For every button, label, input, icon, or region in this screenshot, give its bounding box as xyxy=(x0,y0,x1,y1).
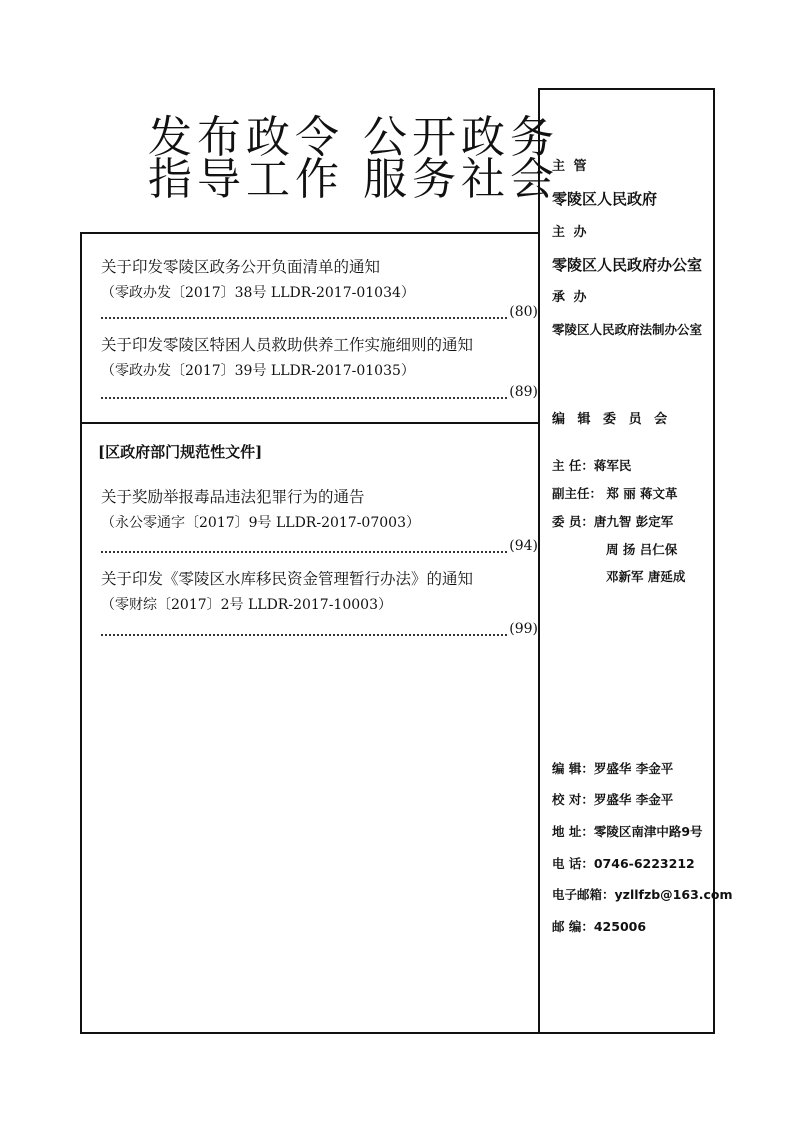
leader-dots xyxy=(101,307,507,319)
toc-item-page: (89) xyxy=(509,384,538,400)
contact-postcode xyxy=(552,921,646,934)
toc-item-code: （零政办发〔2017〕39号 LLDR-2017-01035） xyxy=(101,363,415,379)
sponsor-label: 主 办 xyxy=(552,225,589,240)
frame-right-box-top xyxy=(538,88,715,90)
contact-value: 0746-6223212 xyxy=(593,856,695,871)
sponsor-value: 零陵区人民政府办公室 xyxy=(552,256,703,274)
toc-item-leader xyxy=(101,303,538,319)
toc-item-page: (80) xyxy=(509,304,538,320)
frame-bottom xyxy=(80,1032,715,1034)
contact-phone xyxy=(552,858,695,871)
toc-item-title: 关于奖励举报毒品违法犯罪行为的通告 xyxy=(101,488,365,506)
leader-dots xyxy=(101,624,507,636)
toc-item-code: （永公零通字〔2017〕9号 LLDR-2017-07003） xyxy=(101,515,420,531)
committee-members-cont: 邓新军 唐延成 xyxy=(606,569,686,584)
frame-left xyxy=(80,232,82,1034)
toc-item-page: (94) xyxy=(509,538,538,554)
contact-value: 425006 xyxy=(593,919,647,934)
frame-top-toc xyxy=(80,232,540,234)
committee-vice-director: 副主任： 郑 丽 蒋文革 xyxy=(552,486,678,501)
committee-director: 主 任：蒋军民 xyxy=(552,458,632,473)
committee-label: 编 辑 委 员 会 xyxy=(552,412,672,427)
toc-item-code: （零财综〔2017〕2号 LLDR-2017-10003） xyxy=(101,597,392,613)
toc-item-title: 关于印发零陵区政务公开负面清单的通知 xyxy=(101,258,381,276)
toc-item-code: （零政办发〔2017〕38号 LLDR-2017-01034） xyxy=(101,285,415,301)
contact-label: 校 对： xyxy=(552,792,594,807)
contact-value: 零陵区南津中路9号 xyxy=(593,824,703,839)
supervisor-value: 零陵区人民政府 xyxy=(552,190,658,208)
contact-label: 邮 编： xyxy=(552,919,594,934)
toc-item-title: 关于印发零陵区特困人员救助供养工作实施细则的通知 xyxy=(101,336,474,354)
toc-item-title: 关于印发《零陵区水库移民资金管理暂行办法》的通知 xyxy=(101,570,474,588)
contact-label: 电 话： xyxy=(552,856,594,871)
frame-right-box-left xyxy=(538,88,540,1034)
contact-label: 地 址： xyxy=(552,824,594,839)
contact-value: yzllfzb@163.com xyxy=(614,887,733,902)
slogan-line-1: 发布政令 公开政务 xyxy=(148,112,559,163)
leader-dots xyxy=(101,541,507,553)
frame-toc-divider xyxy=(80,422,540,424)
contact-editor xyxy=(552,763,673,776)
toc-item-leader xyxy=(101,620,538,636)
toc-item-leader xyxy=(101,537,538,553)
contact-label: 电子邮箱： xyxy=(552,887,615,902)
committee-members: 委 员：唐九智 彭定军 xyxy=(552,514,674,529)
leader-dots xyxy=(101,387,507,399)
organizer-label: 承 办 xyxy=(552,290,589,305)
toc-item-leader xyxy=(101,383,538,399)
contact-email xyxy=(552,889,733,902)
toc-item-page: (99) xyxy=(509,621,538,637)
committee-members-cont: 周 扬 吕仁保 xyxy=(606,542,678,557)
section-heading: [区政府部门规范性文件] xyxy=(98,443,263,461)
slogan-line-2: 指导工作 服务社会 xyxy=(148,154,559,205)
organizer-value: 零陵区人民政府法制办公室 xyxy=(552,322,703,337)
contact-proofreader xyxy=(552,794,673,807)
contact-label: 编 辑： xyxy=(552,761,594,776)
contact-address xyxy=(552,826,703,839)
contact-value: 罗盛华 李金平 xyxy=(593,761,674,776)
supervisor-label: 主 管 xyxy=(552,159,589,174)
contact-value: 罗盛华 李金平 xyxy=(593,792,674,807)
